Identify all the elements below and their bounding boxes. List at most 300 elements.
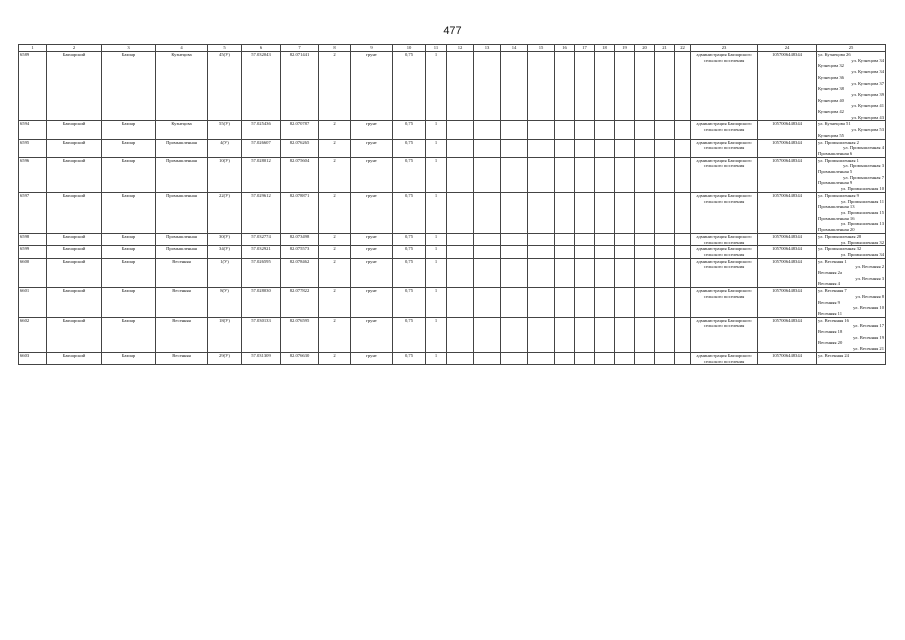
empty-cell [555,233,575,245]
empty-cell [655,288,675,318]
column-header: 3 [102,45,156,52]
width-cell: 0,75 [393,352,426,364]
empty-cell [555,121,575,139]
address-line: ул. Промышленная 1 [818,157,859,163]
record-number: 6600 [19,258,47,288]
addresses-cell [817,317,886,352]
empty-cell [528,258,555,288]
street-cell: Весенняя [156,258,208,288]
district-cell: Бакчарский [47,52,102,121]
surface-cell: грунт [351,192,393,233]
address-line: ул. Весенняя 7 [818,288,847,294]
address-line: ул. Кузнецова 41 [851,103,884,109]
empty-cell [575,352,595,364]
empty-cell [528,192,555,233]
address-line: Весенняя 11 [818,310,843,316]
lanes-cell: 1 [426,192,447,233]
address-line: ул. Весенняя 2 [855,264,884,270]
empty-cell [501,258,528,288]
category-cell: 2 [319,352,351,364]
ogrn-cell: 1057006448344 [758,121,817,139]
table-row [19,157,886,192]
empty-cell [575,288,595,318]
empty-cell [615,352,635,364]
locality-cell: Бакчар [102,288,156,318]
empty-cell [474,288,501,318]
address-line: ул. Промышленная 7 [843,174,884,180]
address-line: ул. Промышленная 34 [840,251,884,257]
lanes-cell: 1 [426,139,447,157]
empty-cell [575,139,595,157]
empty-cell [615,157,635,192]
addresses-cell [817,192,886,233]
column-header: 13 [474,45,501,52]
empty-cell [595,52,615,121]
surface-cell: грунт [351,52,393,121]
owner-cell: администрация Бакчарского сельского поселения [691,246,758,258]
lanes-cell: 1 [426,246,447,258]
record-number: 6589 [19,52,47,121]
empty-cell [595,246,615,258]
district-cell: Бакчарский [47,317,102,352]
column-header: 25 [817,45,886,52]
record-number: 6602 [19,317,47,352]
empty-cell [474,121,501,139]
address-line: ул. Промышленная 4 [843,145,884,151]
empty-cell [447,52,474,121]
column-header: 10 [393,45,426,52]
empty-cell [575,317,595,352]
record-number: 6597 [19,192,47,233]
empty-cell [528,233,555,245]
empty-cell [635,52,655,121]
empty-cell [447,121,474,139]
category-cell: 2 [319,288,351,318]
address-line: Промышленная 5 [818,169,853,175]
category-cell: 2 [319,52,351,121]
house-cell: 18(У) [208,317,242,352]
empty-cell [575,52,595,121]
address-line: Кузнецова 55 [818,132,844,138]
empty-cell [474,258,501,288]
district-cell: Бакчарский [47,192,102,233]
street-cell: Кузнецова [156,52,208,121]
address-line: ул. Кузнецова 43 [851,114,884,120]
empty-cell [528,352,555,364]
address-line: ул. Промышленная 28 [818,233,862,239]
empty-cell [575,258,595,288]
table-row [19,258,886,288]
empty-cell [555,192,575,233]
empty-cell [555,317,575,352]
house-cell: 29(У) [208,352,242,364]
empty-cell [575,121,595,139]
category-cell: 2 [319,246,351,258]
surface-cell: грунт [351,352,393,364]
column-header: 14 [501,45,528,52]
surface-cell: грунт [351,121,393,139]
empty-cell [655,157,675,192]
empty-cell [635,157,655,192]
empty-cell [501,352,528,364]
empty-cell [575,246,595,258]
empty-cell [447,258,474,288]
lanes-cell: 1 [426,317,447,352]
address-line: Промышленная 20 [818,227,855,233]
empty-cell [635,258,655,288]
empty-cell [615,121,635,139]
address-line: Кузнецова 36 [818,74,844,80]
empty-cell [655,233,675,245]
latitude-cell: 57.028030 [242,288,281,318]
empty-cell [595,352,615,364]
empty-cell [675,192,691,233]
empty-cell [675,317,691,352]
house-cell: 45(У) [208,52,242,121]
owner-cell: администрация Бакчарского сельского поселения [691,352,758,364]
width-cell: 0,75 [393,288,426,318]
addresses-cell [817,157,886,192]
address-line: ул. Промышленная 11 [840,198,884,204]
empty-cell [528,246,555,258]
lanes-cell: 1 [426,121,447,139]
surface-cell: грунт [351,288,393,318]
empty-cell [595,258,615,288]
district-cell: Бакчарский [47,352,102,364]
addresses-cell [817,121,886,139]
house-cell: 10(У) [208,157,242,192]
house-cell: 55(У) [208,121,242,139]
empty-cell [675,246,691,258]
empty-cell [615,246,635,258]
width-cell: 0,75 [393,258,426,288]
empty-cell [655,352,675,364]
table-row [19,139,886,157]
latitude-cell: 57.031309 [242,352,281,364]
empty-cell [528,52,555,121]
locality-cell: Бакчар [102,139,156,157]
address-line: ул. Промышленная 32 [840,239,884,245]
address-line: ул. Кузнецова 39 [851,91,884,97]
longitude-cell: 82.076630 [281,352,319,364]
locality-cell: Бакчар [102,121,156,139]
table-row [19,352,886,364]
street-cell: Весенняя [156,352,208,364]
address-line: ул. Промышленная 32 [818,246,862,252]
empty-cell [555,288,575,318]
surface-cell: грунт [351,233,393,245]
category-cell: 2 [319,233,351,245]
column-header: 7 [281,45,319,52]
empty-cell [528,121,555,139]
house-cell: 22(У) [208,192,242,233]
ogrn-cell: 1057006448344 [758,139,817,157]
address-line: Промышленная 16 [818,215,855,221]
empty-cell [675,233,691,245]
address-line: ул. Промышленная 2 [818,139,859,145]
empty-cell [447,157,474,192]
addresses-cell [817,352,886,364]
table-row [19,288,886,318]
empty-cell [555,139,575,157]
empty-cell [528,288,555,318]
width-cell: 0,75 [393,317,426,352]
ogrn-cell: 1057006448344 [758,192,817,233]
empty-cell [447,317,474,352]
lanes-cell: 1 [426,258,447,288]
empty-cell [501,246,528,258]
empty-cell [474,233,501,245]
empty-cell [555,246,575,258]
table-row [19,233,886,245]
column-header: 17 [575,45,595,52]
empty-cell [447,352,474,364]
empty-cell [675,121,691,139]
empty-cell [615,192,635,233]
address-line: ул. Весенняя 24 [818,352,849,358]
empty-cell [615,258,635,288]
district-cell: Бакчарский [47,246,102,258]
width-cell: 0,75 [393,192,426,233]
column-header: 5 [208,45,242,52]
table-row [19,317,886,352]
address-line: ул. Кузнецова 34 [851,69,884,75]
width-cell: 0,75 [393,139,426,157]
column-header: 21 [655,45,675,52]
address-line: ул. Весенняя 1 [818,258,847,264]
address-line: ул. Промышленная 3 [843,163,884,169]
empty-cell [501,121,528,139]
house-cell: 1(У) [208,258,242,288]
address-line: ул. Весенняя 3 [855,275,884,281]
address-line: Весенняя 20 [818,340,843,346]
lanes-cell: 1 [426,157,447,192]
address-line: ул. Весенняя 19 [853,334,884,340]
ogrn-cell: 1057006448344 [758,52,817,121]
empty-cell [474,317,501,352]
empty-cell [447,288,474,318]
empty-cell [655,192,675,233]
empty-cell [474,139,501,157]
empty-cell [635,192,655,233]
address-line: Весенняя 4 [818,281,840,287]
empty-cell [501,157,528,192]
width-cell: 0,75 [393,121,426,139]
address-line: ул. Промышленная 15 [840,209,884,215]
address-line: ул. Кузнецова 37 [851,80,884,86]
house-cell: 4(У) [208,139,242,157]
table-row [19,192,886,233]
empty-cell [635,288,655,318]
column-header: 20 [635,45,655,52]
addresses-cell [817,258,886,288]
ogrn-cell: 1057006448344 [758,246,817,258]
lanes-cell: 1 [426,233,447,245]
street-cell: Промышленная [156,192,208,233]
empty-cell [615,288,635,318]
owner-cell: администрация Бакчарского сельского поселения [691,121,758,139]
latitude-cell: 57.032774 [242,233,281,245]
table-row [19,52,886,121]
empty-cell [655,139,675,157]
addresses-cell [817,52,886,121]
column-header: 16 [555,45,575,52]
empty-cell [528,157,555,192]
column-header: 18 [595,45,615,52]
record-number: 6603 [19,352,47,364]
empty-cell [528,317,555,352]
longitude-cell: 82.073498 [281,233,319,245]
surface-cell: грунт [351,258,393,288]
address-line: ул. Весенняя 21 [853,346,884,352]
table-row [19,246,886,258]
column-header: 8 [319,45,351,52]
column-number-row [19,45,886,52]
street-cell: Весенняя [156,288,208,318]
addresses-cell [817,139,886,157]
longitude-cell: 82.078462 [281,258,319,288]
empty-cell [675,157,691,192]
empty-cell [501,288,528,318]
locality-cell: Бакчар [102,233,156,245]
locality-cell: Бакчар [102,52,156,121]
empty-cell [595,121,615,139]
locality-cell: Бакчар [102,317,156,352]
address-line: Промышленная 6 [818,150,853,156]
latitude-cell: 57.025436 [242,121,281,139]
district-cell: Бакчарский [47,258,102,288]
address-line: Кузнецова 40 [818,97,844,103]
locality-cell: Бакчар [102,246,156,258]
column-header: 23 [691,45,758,52]
empty-cell [635,352,655,364]
empty-cell [635,233,655,245]
locality-cell: Бакчар [102,352,156,364]
latitude-cell: 57.028012 [242,157,281,192]
latitude-cell: 57.026607 [242,139,281,157]
empty-cell [675,288,691,318]
category-cell: 2 [319,258,351,288]
empty-cell [595,317,615,352]
house-cell: 30(У) [208,233,242,245]
category-cell: 2 [319,157,351,192]
empty-cell [575,157,595,192]
empty-cell [501,317,528,352]
empty-cell [595,139,615,157]
house-cell: 8(У) [208,288,242,318]
column-header: 12 [447,45,474,52]
empty-cell [655,52,675,121]
column-header: 6 [242,45,281,52]
address-line: ул. Весенняя 8 [855,293,884,299]
column-header: 22 [675,45,691,52]
address-line: Весенняя 9 [818,299,840,305]
empty-cell [635,317,655,352]
empty-cell [595,192,615,233]
empty-cell [675,258,691,288]
empty-cell [615,317,635,352]
address-line: ул. Кузнецова 53 [851,127,884,133]
record-number: 6601 [19,288,47,318]
empty-cell [501,192,528,233]
longitude-cell: 82.071441 [281,52,319,121]
district-cell: Бакчарский [47,157,102,192]
empty-cell [474,52,501,121]
owner-cell: администрация Бакчарского сельского поселения [691,157,758,192]
owner-cell: администрация Бакчарского сельского поселения [691,317,758,352]
address-line: ул. Весенняя 10 [853,305,884,311]
category-cell: 2 [319,139,351,157]
empty-cell [501,52,528,121]
empty-cell [615,139,635,157]
record-number: 6596 [19,157,47,192]
owner-cell: администрация Бакчарского сельского поселения [691,288,758,318]
owner-cell: администрация Бакчарского сельского поселения [691,258,758,288]
column-header: 2 [47,45,102,52]
empty-cell [474,157,501,192]
address-line: ул. Промышленная 10 [840,186,884,192]
empty-cell [555,52,575,121]
empty-cell [474,246,501,258]
street-cell: Кузнецова [156,121,208,139]
locality-cell: Бакчар [102,157,156,192]
addresses-cell [817,233,886,245]
column-header: 4 [156,45,208,52]
longitude-cell: 82.075573 [281,246,319,258]
locality-cell: Бакчар [102,192,156,233]
column-header: 19 [615,45,635,52]
empty-cell [447,192,474,233]
district-cell: Бакчарский [47,233,102,245]
record-number: 6598 [19,233,47,245]
street-cell: Промышленная [156,246,208,258]
width-cell: 0,75 [393,52,426,121]
ogrn-cell: 1057006448344 [758,233,817,245]
column-header: 24 [758,45,817,52]
empty-cell [655,317,675,352]
column-header: 15 [528,45,555,52]
empty-cell [555,157,575,192]
address-line: Кузнецова 32 [818,63,844,69]
longitude-cell: 82.075604 [281,157,319,192]
surface-cell: грунт [351,246,393,258]
empty-cell [615,52,635,121]
house-cell: 34(У) [208,246,242,258]
empty-cell [595,157,615,192]
empty-cell [675,352,691,364]
address-line: Весенняя 2а [818,270,842,276]
category-cell: 2 [319,317,351,352]
empty-cell [655,121,675,139]
empty-cell [595,233,615,245]
owner-cell: администрация Бакчарского сельского поселения [691,233,758,245]
table-row [19,121,886,139]
longitude-cell: 82.077822 [281,288,319,318]
address-line: ул. Кузнецова 51 [818,121,851,127]
empty-cell [635,139,655,157]
addresses-cell [817,288,886,318]
street-cell: Промышленная [156,233,208,245]
locality-cell: Бакчар [102,258,156,288]
latitude-cell: 57.032921 [242,246,281,258]
latitude-cell: 57.030133 [242,317,281,352]
latitude-cell: 57.026595 [242,258,281,288]
empty-cell [555,258,575,288]
empty-cell [635,246,655,258]
surface-cell: грунт [351,157,393,192]
ogrn-cell: 1057006448344 [758,352,817,364]
surface-cell: грунт [351,317,393,352]
